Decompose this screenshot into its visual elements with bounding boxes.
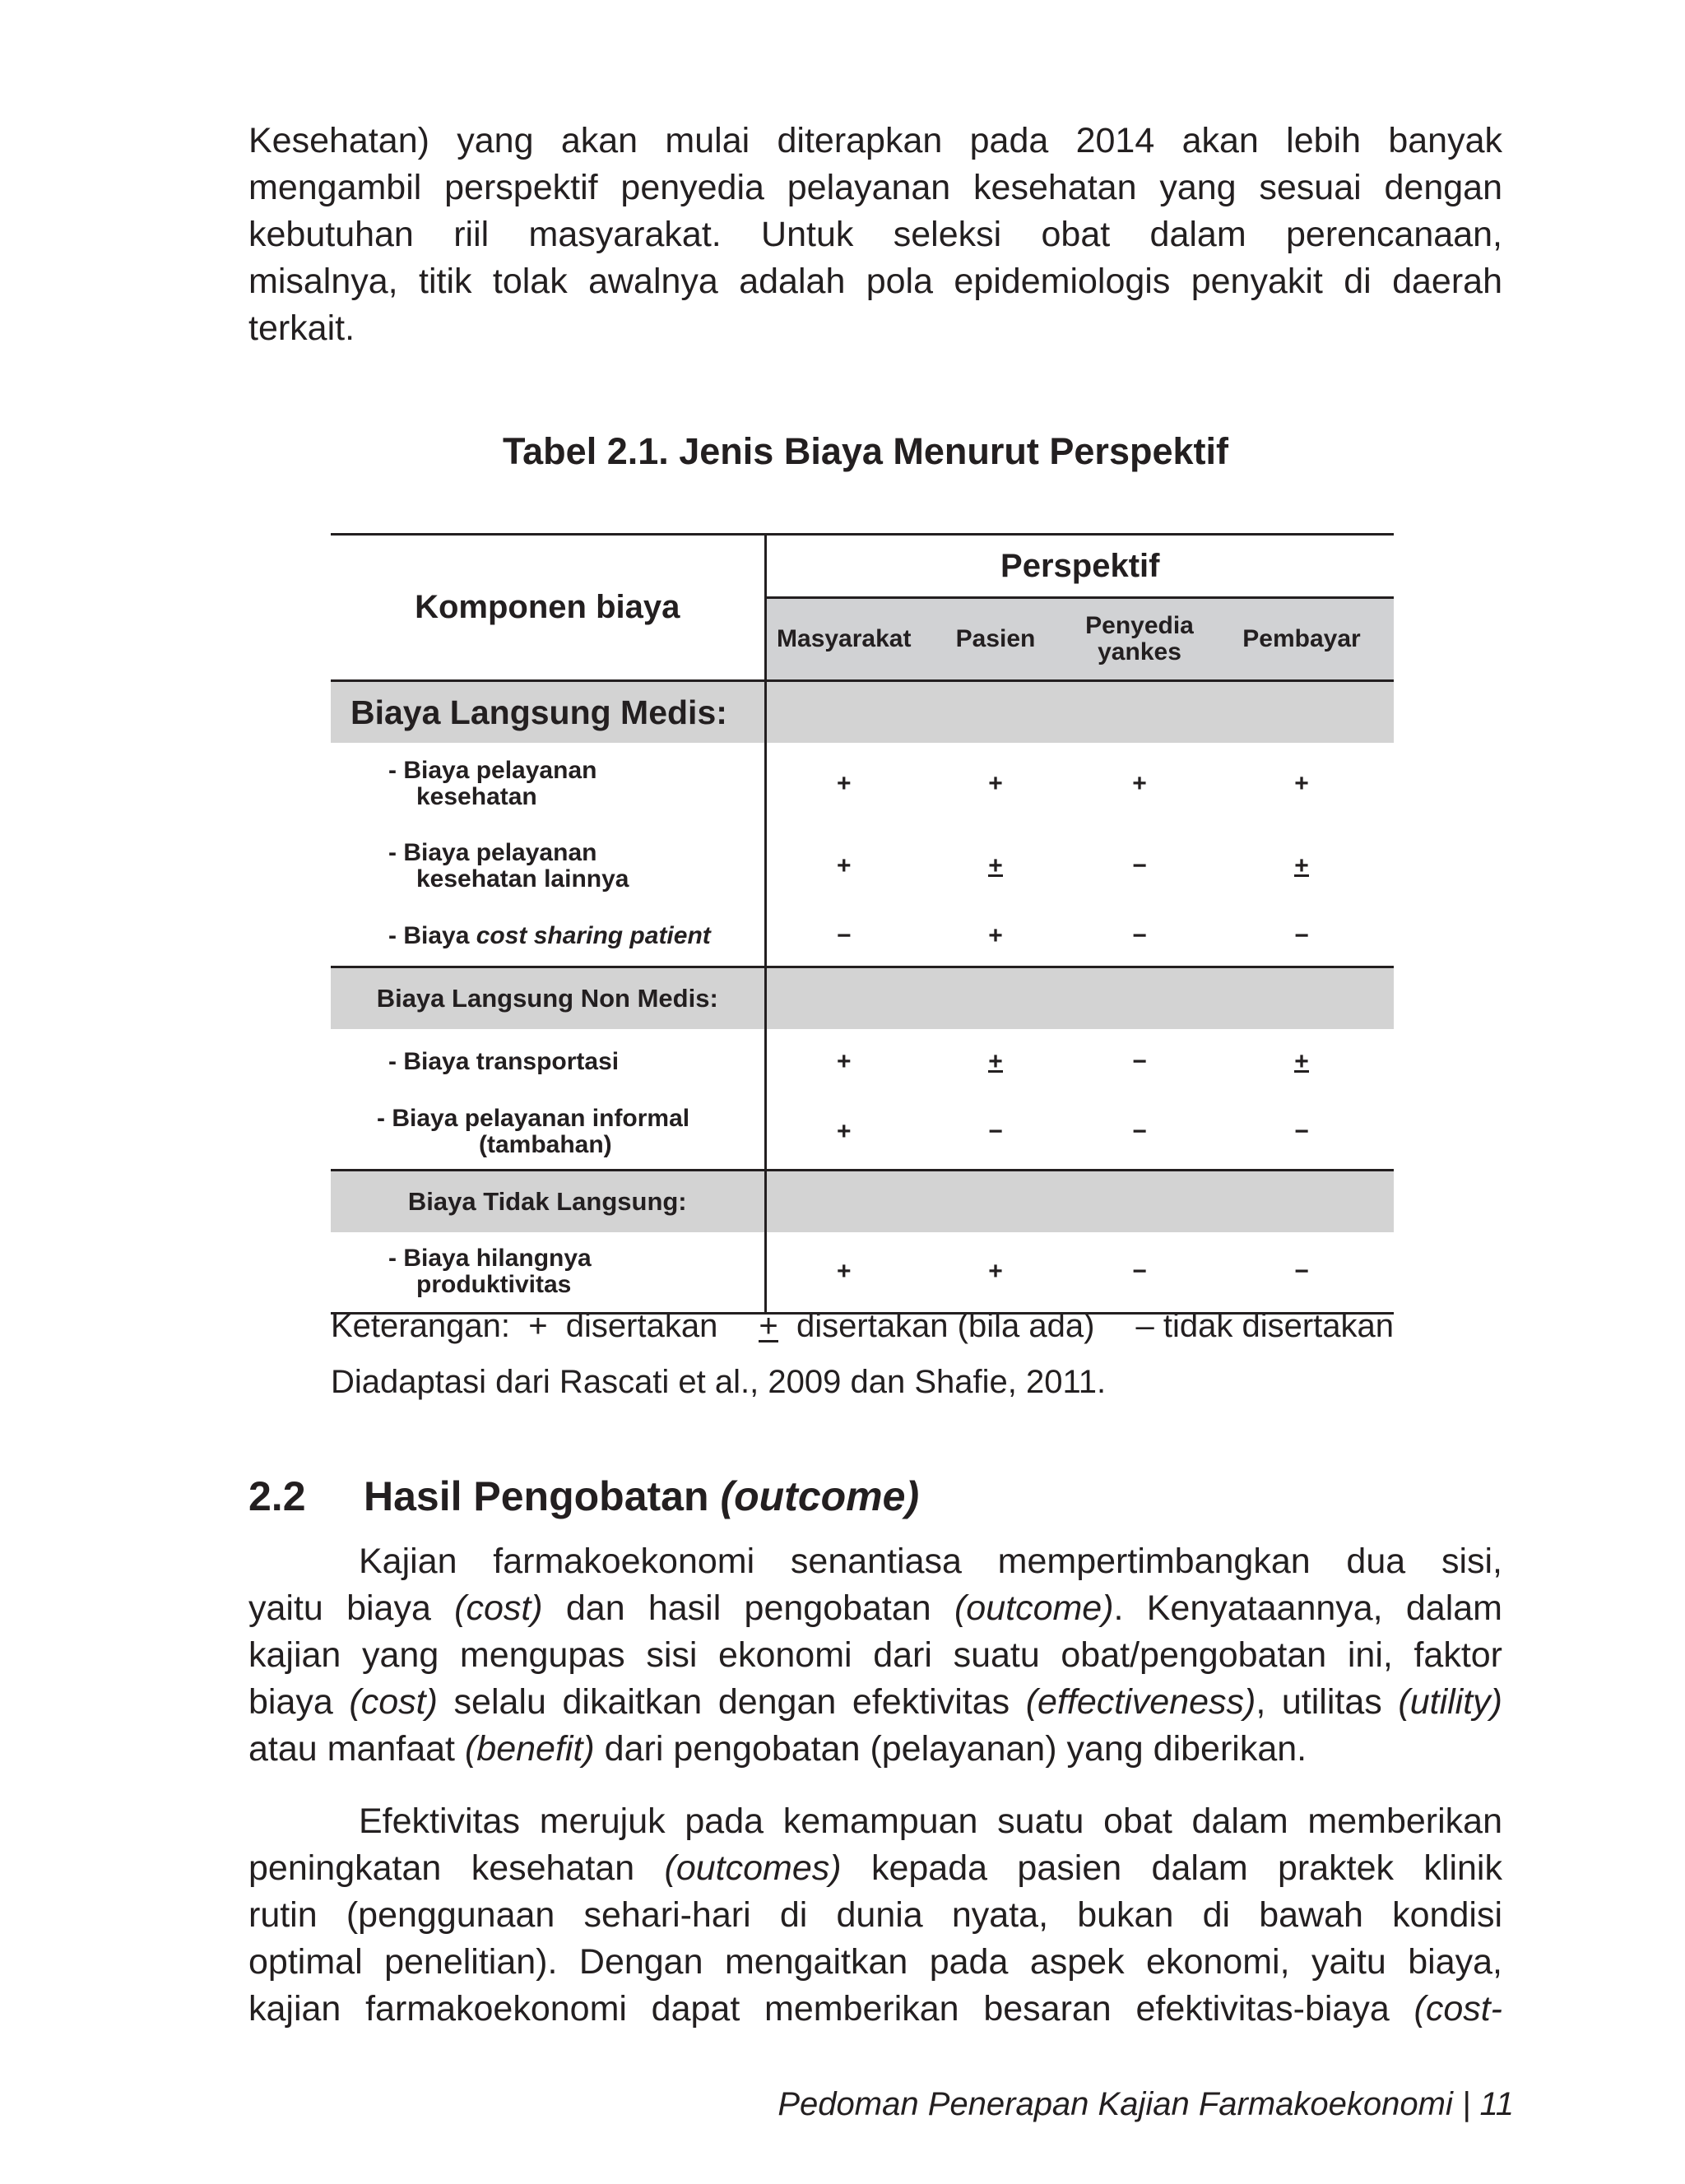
row-label-line: kesehatan — [416, 783, 537, 810]
plus-minus-symbol: + — [1294, 1047, 1309, 1075]
legend-plus-symbol: + — [528, 1308, 548, 1344]
text-run: atau manfaat — [248, 1729, 465, 1769]
table-row — [331, 1029, 1394, 1095]
plus-minus-symbol: + — [988, 1047, 1003, 1075]
value-cell: + — [765, 743, 921, 825]
text-run: kepada pasien dalam praktek klinik — [841, 1848, 1502, 1888]
column-header-penyedia-yankes — [1070, 598, 1209, 681]
text-run: selalu dikaitkan dengan efektivitas — [437, 1682, 1026, 1722]
text-italic: (cost- — [1413, 1989, 1502, 2029]
table-title: Tabel 2.1. Jenis Biaya Menurut Perspektif — [503, 430, 1228, 472]
row-label-line: - Biaya hilangnya — [388, 1245, 592, 1273]
section-empty-cell — [765, 681, 1394, 744]
text-run: . Kenyataannya, dalam — [1113, 1588, 1502, 1628]
value-cell: − — [1132, 1117, 1147, 1145]
text-run: , utilitas — [1256, 1682, 1399, 1722]
value-cell: − — [765, 907, 921, 967]
intro-paragraph — [248, 118, 1502, 352]
text-run: yaitu biaya — [248, 1588, 455, 1628]
value-cell: − — [1294, 1117, 1309, 1145]
value-cell: + — [765, 1095, 921, 1171]
section-heading — [248, 1472, 919, 1520]
section-label: Biaya Langsung Non Medis: — [331, 967, 765, 1029]
column-header-pasien: Pasien — [921, 598, 1070, 681]
text-italic: (benefit) — [464, 1729, 595, 1769]
row-label — [331, 1095, 765, 1171]
value-cell: − — [1132, 922, 1147, 950]
row-label-line: (tambahan) — [479, 1130, 612, 1158]
value-cell — [1209, 825, 1394, 907]
row-label-italic: cost sharing patient — [476, 922, 711, 950]
text-line: Efektivitas merujuk pada kemampuan suatu obat dalam memberikan — [359, 1801, 1502, 1841]
row-label-line: - Biaya pelayanan — [388, 839, 597, 866]
text-run: kajian farmakoekonomi dapat memberikan besaran efektivitas-biaya — [248, 1989, 1414, 2029]
section-empty-cell — [765, 967, 1394, 1029]
section-number: 2.2 — [248, 1473, 306, 1519]
value-cell — [921, 825, 1070, 907]
text-line: Kesehatan) yang akan mulai diterapkan pada 2014 akan lebih banyak — [248, 121, 1502, 160]
text-italic: (cost) — [454, 1588, 543, 1628]
page-footer: Pedoman Penerapan Kajian Farmakoekonomi | 11 — [778, 2086, 1514, 2122]
section-label: Biaya Tidak Langsung: — [331, 1171, 765, 1233]
legend-label: Keterangan: — [331, 1308, 510, 1344]
text-run: dari pengobatan (pelayanan) yang diberikan. — [594, 1729, 1307, 1769]
table-row — [331, 907, 1394, 967]
row-label — [331, 743, 765, 825]
paragraph-outcome — [248, 1538, 1502, 1773]
perspective-header: Perspektif — [765, 535, 1394, 598]
text-line — [248, 1679, 1502, 1726]
legend-pm — [759, 1308, 1094, 1345]
value-cell: + — [988, 770, 1003, 797]
value-cell: − — [1294, 922, 1309, 950]
section-row — [331, 1171, 1394, 1233]
text-line — [248, 1986, 1502, 2033]
legend-pm-text: disertakan (bila ada) — [796, 1308, 1095, 1344]
table-row — [331, 1232, 1394, 1313]
cost-perspective-table — [331, 533, 1394, 1315]
value-cell — [921, 1029, 1070, 1095]
text-italic: (outcomes) — [664, 1848, 842, 1888]
text-line: Kajian farmakoekonomi senantiasa mempertimbangkan dua sisi, — [359, 1542, 1502, 1581]
row-label — [331, 1232, 765, 1313]
text-line — [248, 1726, 1502, 1773]
column-header-line: Penyedia — [1085, 612, 1194, 639]
value-cell: − — [988, 1117, 1003, 1145]
row-label-line: - Biaya pelayanan informal — [377, 1104, 690, 1132]
text-line: optimal penelitian). Dengan mengaitkan pada aspek ekonomi, yaitu biaya, — [248, 1942, 1502, 1982]
column-header-masyarakat: Masyarakat — [765, 598, 921, 681]
row-label-line: produktivitas — [416, 1271, 572, 1299]
row-label — [331, 907, 765, 967]
text-line: kajian yang mengupas sisi ekonomi dari suatu obat/pengobatan ini, faktor — [248, 1635, 1502, 1675]
table-row — [331, 743, 1394, 825]
section-empty-cell — [765, 1171, 1394, 1233]
table-row — [331, 825, 1394, 907]
text-line: mengambil perspektif penyedia pelayanan kesehatan yang sesuai dengan — [248, 168, 1502, 207]
row-label-line: kesehatan lainnya — [416, 865, 629, 893]
text-italic: (cost) — [349, 1682, 438, 1722]
value-cell: + — [988, 922, 1003, 950]
value-cell: + — [1294, 770, 1309, 797]
column-header-line: yankes — [1098, 638, 1181, 665]
value-cell: + — [765, 1029, 921, 1095]
plus-minus-symbol: + — [1294, 852, 1309, 879]
text-run: dan hasil pengobatan — [542, 1588, 954, 1628]
legend-pm-symbol: + — [759, 1308, 778, 1344]
column-header-pembayar: Pembayar — [1209, 598, 1394, 681]
value-cell: + — [1132, 770, 1147, 797]
row-label — [331, 825, 765, 907]
section-title-italic: (outcome) — [720, 1473, 920, 1519]
paragraph-effectiveness — [248, 1798, 1502, 2033]
text-line: kebutuhan riil masyarakat. Untuk seleksi obat dalam perencanaan, — [248, 215, 1502, 254]
text-line: terkait. — [248, 308, 355, 348]
value-cell: − — [1070, 1232, 1209, 1313]
table-row — [331, 1095, 1394, 1171]
text-italic: (effectiveness) — [1025, 1682, 1256, 1722]
row-label: - Biaya transportasi — [388, 1047, 620, 1075]
text-italic: (outcome) — [954, 1588, 1114, 1628]
value-cell: − — [1132, 1047, 1147, 1075]
row-label-line: - Biaya pelayanan — [388, 757, 597, 784]
value-cell: − — [1132, 852, 1147, 879]
table-legend — [331, 1308, 1394, 1345]
section-label: Biaya Langsung Medis: — [331, 681, 765, 744]
value-cell: − — [1209, 1232, 1394, 1313]
text-line: rutin (penggunaan sehari-hari di dunia nyata, bukan di bawah kondisi — [248, 1895, 1502, 1935]
value-cell: + — [921, 1232, 1070, 1313]
section-row — [331, 681, 1394, 744]
value-cell: + — [765, 1232, 921, 1313]
text-line — [248, 1845, 1502, 1892]
text-run: biaya — [248, 1682, 350, 1722]
legend-plus-text: disertakan — [565, 1308, 718, 1344]
section-title: Hasil Pengobatan — [364, 1473, 721, 1519]
table-header-row — [331, 535, 1394, 598]
text-line: misalnya, titik tolak awalnya adalah pola epidemiologis penyakit di daerah — [248, 262, 1502, 301]
text-line — [248, 1585, 1502, 1632]
section-row — [331, 967, 1394, 1029]
value-cell — [1209, 1029, 1394, 1095]
text-italic: (utility) — [1398, 1682, 1502, 1722]
row-label-prefix: - Biaya — [388, 922, 476, 950]
value-cell: + — [765, 825, 921, 907]
text-run: peningkatan kesehatan — [248, 1848, 665, 1888]
plus-minus-symbol: + — [988, 852, 1003, 879]
component-header: Komponen biaya — [331, 535, 765, 681]
legend-plus — [331, 1308, 717, 1345]
legend-minus-text: – tidak disertakan — [1135, 1308, 1394, 1344]
table-source: Diadaptasi dari Rascati et al., 2009 dan Shafie, 2011. — [331, 1364, 1107, 1400]
